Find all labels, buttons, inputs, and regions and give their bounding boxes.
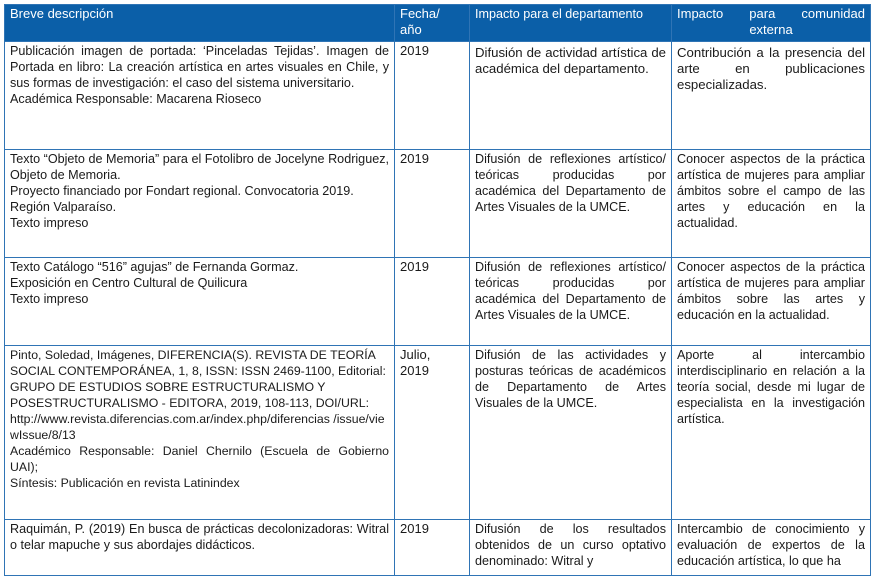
desc-line: Texto “Objeto de Memoria” para el Fotolibro de Jocelyne Rodriguez, Objeto de Memoria. <box>10 152 389 182</box>
desc-line: Exposición en Centro Cultural de Quilicura <box>10 276 248 290</box>
cell-descripcion <box>5 346 395 520</box>
desc-line: Raquimán, P. (2019) En busca de prácticas decolonizadoras: Witral o telar mapuche y sus abordajes didácticos. <box>10 522 389 552</box>
desc-line: Proyecto financiado por Fondart regional. Convocatoria 2019. Región Valparaíso. <box>10 184 354 214</box>
cell-impacto-externa: Contribución a la presencia del arte en publicaciones especializadas. <box>672 42 871 150</box>
cell-impacto-externa: Conocer aspectos de la práctica artística de mujeres para ampliar ámbitos sobre el campo de las artes y educación en la actualidad. <box>672 150 871 258</box>
header-breve-descripcion: Breve descripción <box>5 5 395 42</box>
header-fecha-ano <box>395 5 470 42</box>
desc-line: Académica Responsable: Macarena Rioseco <box>10 92 262 106</box>
cell-impacto-externa: Aporte al intercambio interdisciplinario en relación a la teoría social, desde mi lugar de especialista en la investigación artística. <box>672 346 871 520</box>
cell-fecha: 2019 <box>395 520 470 576</box>
table-row <box>5 42 871 150</box>
header-impacto-externa-line1: Impacto para comunidad <box>677 6 865 21</box>
cell-descripcion <box>5 258 395 346</box>
desc-line: Académico Responsable: Daniel Chernilo (Escuela de Gobierno UAI); <box>10 444 389 474</box>
header-impacto-departamento: Impacto para el departamento <box>470 5 672 42</box>
desc-line: http://www.revista.diferencias.com.ar/index.php/diferencias /issue/viewIssue/8/13 <box>10 412 385 442</box>
activities-table <box>4 4 871 576</box>
header-impacto-externa-line2: externa <box>749 22 793 37</box>
cell-impacto-externa: Intercambio de conocimiento y evaluación de expertos de la educación artística, lo que ha <box>672 520 871 576</box>
cell-descripcion <box>5 150 395 258</box>
desc-line: Síntesis: Publicación en revista Latinindex <box>10 476 240 490</box>
desc-line: Pinto, Soledad, Imágenes, DIFERENCIA(S). REVISTA DE TEORÍA SOCIAL CONTEMPORÁNEA, 1, 8, ISSN: ISSN 2469-1100, Editorial: GRUPO DE ESTUDIOS SOBRE ESTRUCTURALISMO Y POSESTRUCTURALISMO - EDITORA, 2019, 108-113, DOI/URL: <box>10 348 386 410</box>
cell-fecha: 2019 <box>395 150 470 258</box>
desc-line: Texto Catálogo “516” agujas” de Fernanda Gormaz. <box>10 260 299 274</box>
cell-fecha: 2019 <box>395 258 470 346</box>
table-row <box>5 520 871 576</box>
table-row <box>5 258 871 346</box>
desc-line: Publicación imagen de portada: ‘Pinceladas Tejidas’. Imagen de Portada en libro: La creación artística en artes visuales en Chile, y sus formas de investigación: el caso del sistema universitario. <box>10 44 389 90</box>
cell-fecha: 2019 <box>395 42 470 150</box>
cell-impacto-departamento: Difusión de reflexiones artístico/ teóricas producidas por académica del Departamento de Artes Visuales de la UMCE. <box>470 150 672 258</box>
table-row <box>5 150 871 258</box>
header-impacto-externa <box>672 5 871 42</box>
cell-impacto-externa: Conocer aspectos de la práctica artística de mujeres para ampliar ámbitos sobre las artes y educación en la actualidad. <box>672 258 871 346</box>
cell-impacto-departamento: Difusión de actividad artística de académica del departamento. <box>470 42 672 150</box>
table-row <box>5 346 871 520</box>
table-header-row <box>5 5 871 42</box>
cell-descripcion <box>5 520 395 576</box>
cell-descripcion <box>5 42 395 150</box>
desc-line: Texto impreso <box>10 292 89 306</box>
cell-impacto-departamento: Difusión de las actividades y posturas teóricas de académicos de Departamento de Artes Visuales de la UMCE. <box>470 346 672 520</box>
cell-impacto-departamento: Difusión de los resultados obtenidos de un curso optativo denominado: Witral y <box>470 520 672 576</box>
header-fecha-line1: Fecha/ <box>400 6 440 21</box>
cell-fecha: Julio, 2019 <box>395 346 470 520</box>
cell-impacto-departamento: Difusión de reflexiones artístico/ teóricas producidas por académica del Departamento de Artes Visuales de la UMCE. <box>470 258 672 346</box>
header-fecha-line2: año <box>400 22 422 37</box>
desc-line: Texto impreso <box>10 216 89 230</box>
